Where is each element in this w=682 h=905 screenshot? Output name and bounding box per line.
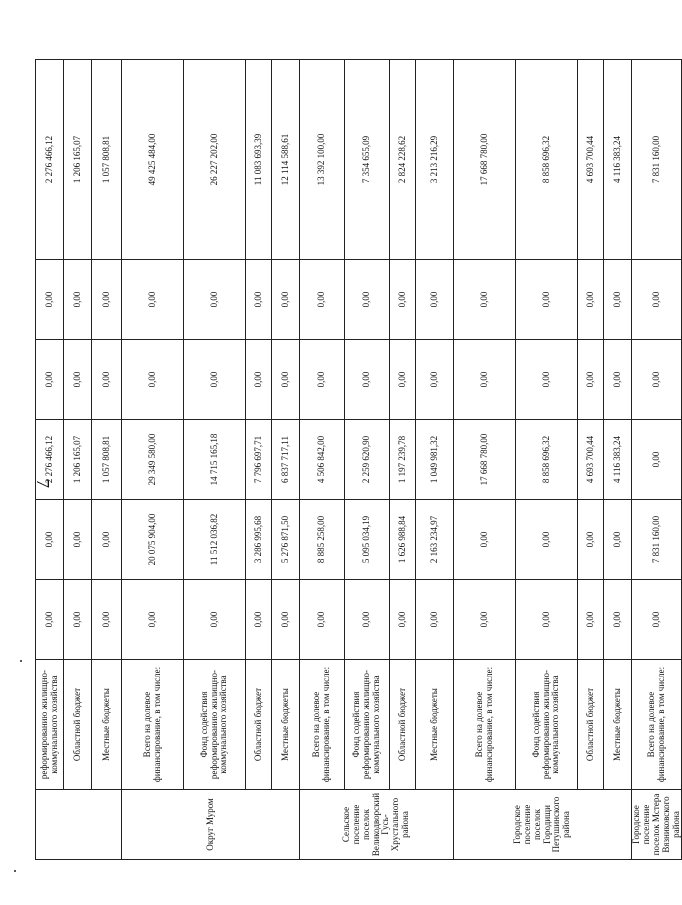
indicator-cell: Фонд содействия реформированию жилищно-коммунального хозяйства — [184, 660, 246, 790]
value-cell: 26 227 202,00 — [184, 60, 246, 260]
table-row — [454, 60, 516, 860]
value-cell: 0,00 — [345, 260, 390, 340]
territory-cell — [36, 790, 122, 860]
indicator-cell: Всего на долевое финансирование, в том числе: — [454, 660, 516, 790]
table-row — [300, 60, 345, 860]
value-cell: 4 116 383,24 — [604, 420, 632, 500]
indicator-cell: Всего на долевое финансирование, в том числе: — [632, 660, 682, 790]
table-row — [36, 60, 64, 860]
indicator-cell: Фонд содействия реформированию жилищно-коммунального хозяйства — [516, 660, 578, 790]
value-cell: 0,00 — [300, 340, 345, 420]
value-cell: 8 858 696,32 — [516, 420, 578, 500]
table-row — [632, 60, 682, 860]
value-cell: 0,00 — [390, 580, 416, 660]
indicator-cell: Областной бюджет — [246, 660, 272, 790]
value-cell: 0,00 — [454, 260, 516, 340]
value-cell: 7 796 697,71 — [246, 420, 272, 500]
value-cell: 0,00 — [246, 340, 272, 420]
value-cell: 0,00 — [36, 340, 64, 420]
value-cell: 0,00 — [454, 340, 516, 420]
value-cell: 0,00 — [92, 500, 122, 580]
value-cell: 20 075 904,00 — [122, 500, 184, 580]
value-cell: 5 276 871,50 — [272, 500, 300, 580]
table-row — [416, 60, 454, 860]
value-cell: 17 668 780,00 — [454, 420, 516, 500]
indicator-cell: Местные бюджеты — [92, 660, 122, 790]
value-cell: 12 114 588,61 — [272, 60, 300, 260]
value-cell: 7 831 160,00 — [632, 500, 682, 580]
table-row — [390, 60, 416, 860]
value-cell: 0,00 — [36, 500, 64, 580]
value-cell: 0,00 — [64, 580, 92, 660]
value-cell: 0,00 — [64, 500, 92, 580]
value-cell: 0,00 — [416, 260, 454, 340]
value-cell: 0,00 — [122, 580, 184, 660]
value-cell: 0,00 — [272, 340, 300, 420]
page-content — [35, 60, 681, 860]
value-cell: 0,00 — [632, 420, 682, 500]
value-cell: 13 392 100,00 — [300, 60, 345, 260]
value-cell: 2 276 466,12 — [36, 420, 64, 500]
table-body — [36, 60, 682, 860]
value-cell: 0,00 — [516, 260, 578, 340]
value-cell: 0,00 — [64, 260, 92, 340]
table-row — [64, 60, 92, 860]
value-cell: 8 885 258,00 — [300, 500, 345, 580]
value-cell: 0,00 — [272, 260, 300, 340]
value-cell: 0,00 — [416, 580, 454, 660]
value-cell: 0,00 — [416, 340, 454, 420]
value-cell: 0,00 — [604, 580, 632, 660]
value-cell: 0,00 — [122, 340, 184, 420]
value-cell: 0,00 — [632, 260, 682, 340]
value-cell: 49 425 484,00 — [122, 60, 184, 260]
value-cell: 5 095 034,19 — [345, 500, 390, 580]
value-cell: 0,00 — [246, 260, 272, 340]
page-number: 7 — [33, 479, 53, 488]
value-cell: 0,00 — [36, 260, 64, 340]
value-cell: 3 213 216,29 — [416, 60, 454, 260]
indicator-cell: Местные бюджеты — [604, 660, 632, 790]
value-cell: 7 354 655,09 — [345, 60, 390, 260]
indicator-cell: Областной бюджет — [578, 660, 604, 790]
indicator-cell: Областной бюджет — [390, 660, 416, 790]
value-cell: 0,00 — [578, 500, 604, 580]
value-cell: 0,00 — [300, 260, 345, 340]
value-cell: 0,00 — [92, 580, 122, 660]
value-cell: 0,00 — [390, 340, 416, 420]
table-row — [516, 60, 578, 860]
value-cell: 0,00 — [578, 340, 604, 420]
value-cell: 0,00 — [184, 260, 246, 340]
value-cell: 0,00 — [92, 340, 122, 420]
value-cell: 4 693 700,44 — [578, 60, 604, 260]
value-cell: 4 506 842,00 — [300, 420, 345, 500]
value-cell: 0,00 — [454, 580, 516, 660]
territory-cell: Городское поселение поселок Городищи Петушинского района — [454, 790, 632, 860]
value-cell: 14 715 165,18 — [184, 420, 246, 500]
value-cell: 0,00 — [184, 340, 246, 420]
value-cell: 0,00 — [345, 340, 390, 420]
territory-cell: Городское поселение поселок Мстера Вязниковского района — [632, 790, 682, 860]
table-row — [184, 60, 246, 860]
indicator-cell: Местные бюджеты — [272, 660, 300, 790]
indicator-cell: Областной бюджет — [64, 660, 92, 790]
indicator-cell: Всего на долевое финансирование, в том числе: — [122, 660, 184, 790]
indicator-cell: реформированию жилищно-коммунального хозяйства — [36, 660, 64, 790]
table-row — [246, 60, 272, 860]
financing-table — [35, 59, 682, 860]
value-cell: 1 197 239,78 — [390, 420, 416, 500]
value-cell: 1 206 165,07 — [64, 60, 92, 260]
value-cell: 0,00 — [516, 580, 578, 660]
scan-speck — [20, 660, 22, 662]
value-cell: 0,00 — [184, 580, 246, 660]
value-cell: 2 259 620,90 — [345, 420, 390, 500]
value-cell: 0,00 — [64, 340, 92, 420]
table-row — [604, 60, 632, 860]
value-cell: 6 837 717,11 — [272, 420, 300, 500]
value-cell: 4 116 383,24 — [604, 60, 632, 260]
value-cell: 0,00 — [578, 260, 604, 340]
territory-cell: Сельское поселение поселок Великодворский Гусь-Хрустального района — [300, 790, 454, 860]
value-cell: 0,00 — [516, 340, 578, 420]
value-cell: 0,00 — [578, 580, 604, 660]
value-cell: 0,00 — [604, 260, 632, 340]
rotated-page — [35, 60, 681, 860]
value-cell: 0,00 — [604, 500, 632, 580]
value-cell: 1 626 988,84 — [390, 500, 416, 580]
value-cell: 2 824 228,62 — [390, 60, 416, 260]
value-cell: 0,00 — [92, 260, 122, 340]
value-cell: 0,00 — [604, 340, 632, 420]
table-row — [122, 60, 184, 860]
value-cell: 0,00 — [36, 580, 64, 660]
table-row — [272, 60, 300, 860]
value-cell: 0,00 — [345, 580, 390, 660]
value-cell: 1 206 165,07 — [64, 420, 92, 500]
value-cell: 3 286 995,68 — [246, 500, 272, 580]
value-cell: 7 831 160,00 — [632, 60, 682, 260]
value-cell: 2 276 466,12 — [36, 60, 64, 260]
value-cell: 1 049 981,32 — [416, 420, 454, 500]
value-cell: 0,00 — [122, 260, 184, 340]
indicator-cell: Местные бюджеты — [416, 660, 454, 790]
indicator-cell: Фонд содействия реформированию жилищно-коммунального хозяйства — [345, 660, 390, 790]
value-cell: 2 163 234,97 — [416, 500, 454, 580]
value-cell: 0,00 — [246, 580, 272, 660]
territory-cell: Округ Муром — [122, 790, 300, 860]
value-cell: 17 668 780,00 — [454, 60, 516, 260]
value-cell: 0,00 — [272, 580, 300, 660]
value-cell: 4 693 700,44 — [578, 420, 604, 500]
table-row — [92, 60, 122, 860]
value-cell: 0,00 — [516, 500, 578, 580]
table-row — [578, 60, 604, 860]
value-cell: 11 512 036,82 — [184, 500, 246, 580]
value-cell: 0,00 — [300, 580, 345, 660]
value-cell: 0,00 — [632, 340, 682, 420]
scan-speck — [14, 870, 16, 872]
indicator-cell: Всего на долевое финансирование, в том числе: — [300, 660, 345, 790]
value-cell: 0,00 — [454, 500, 516, 580]
value-cell: 0,00 — [390, 260, 416, 340]
value-cell: 11 083 693,39 — [246, 60, 272, 260]
value-cell: 1 057 808,81 — [92, 60, 122, 260]
value-cell: 8 858 696,32 — [516, 60, 578, 260]
value-cell: 29 349 580,00 — [122, 420, 184, 500]
value-cell: 1 057 808,81 — [92, 420, 122, 500]
value-cell: 0,00 — [632, 580, 682, 660]
table-row — [345, 60, 390, 860]
